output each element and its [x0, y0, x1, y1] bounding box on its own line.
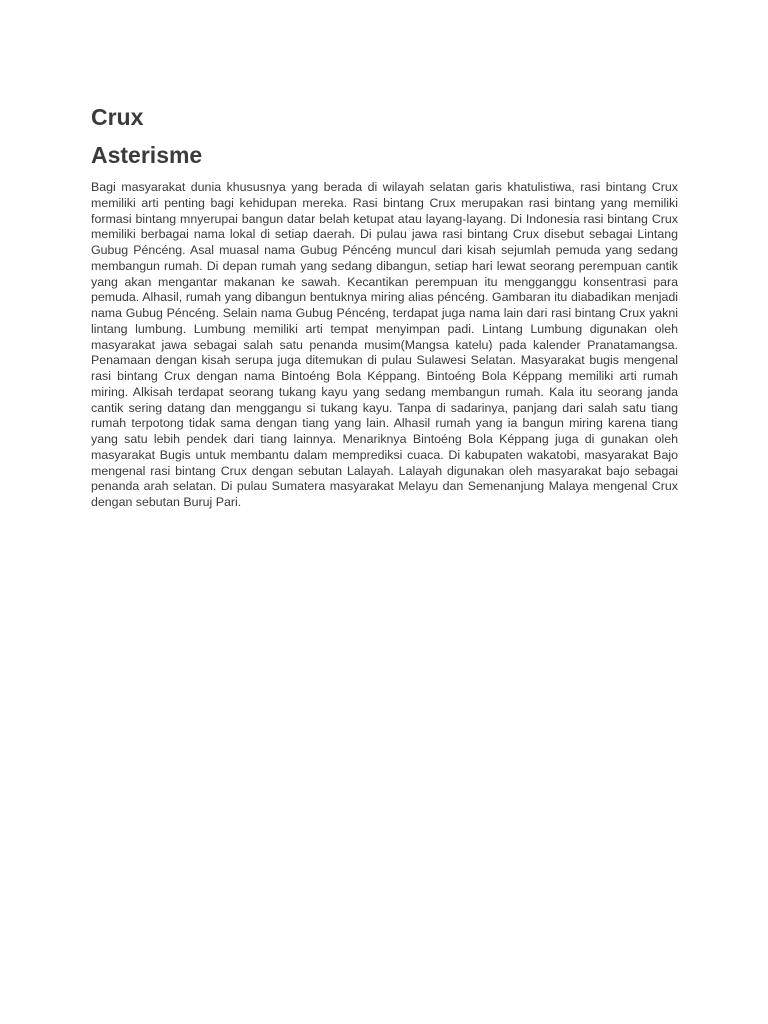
body-paragraph: Bagi masyarakat dunia khususnya yang berada di wilayah selatan garis khatulistiwa, rasi bintang Crux memiliki arti penting bagi kehidupan mereka. Rasi bintang Crux merupakan rasi bintang yang memiliki formasi bintang mnyerupai bangun datar belah ketupat atau layang-layang. Di Indonesia rasi bintang Crux memiliki berbagai nama lokal di setiap daerah. Di pulau jawa rasi bintang Crux disebut sebagai Lintang Gubug Péncéng. Asal muasal nama Gubug Péncéng muncul dari kisah sejumlah pemuda yang sedang membangun rumah. Di depan rumah yang sedang dibangun, setiap hari lewat seorang perempuan cantik yang akan mengantar makanan ke sawah. Kecantikan perempuan itu mengganggu konsentrasi para pemuda. Alhasil, rumah yang dibangun bentuknya miring alias péncéng. Gambaran itu diabadikan menjadi nama Gubug Péncéng. Selain nama Gubug Péncéng, terdapat juga nama lain dari rasi bintang Crux yakni lintang lumbung. Lumbung memiliki arti tempat menyimpan padi. Lintang Lumbung digunakan oleh masyarakat jawa sebagai salah satu penanda musim(Mangsa katelu) pada kalender Pranatamangsa. Penamaan dengan kisah serupa juga ditemukan di pulau Sulawesi Selatan. Masyarakat bugis mengenal rasi bintang Crux dengan nama Bintoéng Bola Képpang. Bintoéng Bola Képpang memiliki arti rumah miring. Alkisah terdapat seorang tukang kayu yang sedang membangun rumah. Kala itu seorang janda cantik sering datang dan menggangu si tukang kayu. Tanpa di sadarinya, panjang dari salah satu tiang rumah terpotong tidak sama dengan tiang yang lain. Alhasil rumah yang ia bangun miring karena tiang yang satu lebih pendek dari tiang lainnya. Menariknya Bintoéng Bola Képpang juga di gunakan oleh masyarakat Bugis untuk membantu dalam memprediksi cuaca. Di kabupaten wakatobi, masyarakat Bajo mengenal rasi bintang Crux dengan sebutan Lalayah. Lalayah digunakan oleh masyarakat bajo sebagai penanda arah selatan. Di pulau Sumatera masyarakat Melayu dan Semenanjung Malaya mengenal Crux dengan sebutan Buruj Pari. — [91, 180, 678, 509]
document-content — [91, 100, 678, 511]
document-title: Crux — [91, 104, 144, 130]
document-subtitle: Asterisme — [91, 142, 203, 168]
